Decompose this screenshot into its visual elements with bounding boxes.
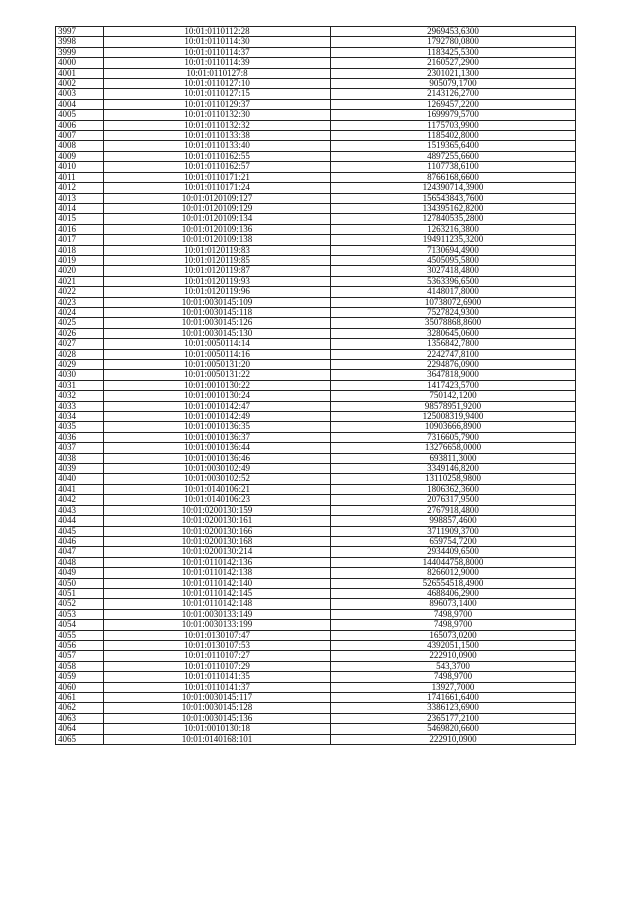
- cadastral-value-cell: 3027418,4800: [331, 266, 576, 276]
- table-row: [56, 203, 576, 213]
- row-number-cell: 4058: [56, 661, 104, 671]
- cadastral-number-cell: 10:01:0050114:14: [104, 339, 331, 349]
- cadastral-value-cell: 98578951,9200: [331, 401, 576, 411]
- cadastral-value-cell: 7130694,4900: [331, 245, 576, 255]
- cadastral-value-cell: 526554518,4900: [331, 578, 576, 588]
- table-row: [56, 713, 576, 723]
- cadastral-number-cell: 10:01:0110107:29: [104, 661, 331, 671]
- table-row: [56, 568, 576, 578]
- row-number-cell: 4051: [56, 588, 104, 598]
- table-row: [56, 162, 576, 172]
- table-row: [56, 474, 576, 484]
- cadastral-value-cell: 905079,1700: [331, 79, 576, 89]
- cadastral-number-cell: 10:01:0050131:20: [104, 360, 331, 370]
- table-row: [56, 640, 576, 650]
- cadastral-value-cell: 543,3700: [331, 661, 576, 671]
- cadastral-number-cell: 10:01:0120109:136: [104, 224, 331, 234]
- cadastral-number-cell: 10:01:0010142:47: [104, 401, 331, 411]
- cadastral-value-cell: 1107738,6100: [331, 162, 576, 172]
- row-number-cell: 4014: [56, 203, 104, 213]
- table-row: [56, 734, 576, 744]
- cadastral-number-cell: 10:01:0200130:214: [104, 547, 331, 557]
- table-row: [56, 297, 576, 307]
- cadastral-number-cell: 10:01:0110132:30: [104, 110, 331, 120]
- table-row: [56, 391, 576, 401]
- cadastral-number-cell: 10:01:0050131:22: [104, 370, 331, 380]
- cadastral-number-cell: 10:01:0110141:35: [104, 672, 331, 682]
- table-row: [56, 79, 576, 89]
- row-number-cell: 4016: [56, 224, 104, 234]
- table-row: [56, 131, 576, 141]
- row-number-cell: 4060: [56, 682, 104, 692]
- cadastral-number-cell: 10:01:0030145:117: [104, 693, 331, 703]
- row-number-cell: 4048: [56, 557, 104, 567]
- cadastral-number-cell: 10:01:0110107:27: [104, 651, 331, 661]
- cadastral-value-cell: 10903666,8900: [331, 422, 576, 432]
- cadastral-value-cell: 998857,4600: [331, 516, 576, 526]
- row-number-cell: 4008: [56, 141, 104, 151]
- cadastral-value-cell: 2365177,2100: [331, 713, 576, 723]
- cadastral-value-cell: 2767918,4800: [331, 505, 576, 515]
- cadastral-value-table: [55, 26, 576, 745]
- table-row: [56, 443, 576, 453]
- row-number-cell: 4010: [56, 162, 104, 172]
- cadastral-number-cell: 10:01:0110162:55: [104, 151, 331, 161]
- table-row: [56, 599, 576, 609]
- row-number-cell: 4033: [56, 401, 104, 411]
- row-number-cell: 4024: [56, 307, 104, 317]
- cadastral-value-cell: 2242747,8100: [331, 349, 576, 359]
- row-number-cell: 4017: [56, 235, 104, 245]
- cadastral-value-cell: 1269457,2200: [331, 99, 576, 109]
- row-number-cell: 4012: [56, 183, 104, 193]
- cadastral-value-cell: 4897255,6600: [331, 151, 576, 161]
- cadastral-number-cell: 10:01:0010130:18: [104, 724, 331, 734]
- cadastral-number-cell: 10:01:0200130:168: [104, 536, 331, 546]
- row-number-cell: 4026: [56, 328, 104, 338]
- cadastral-value-cell: 4392051,1500: [331, 640, 576, 650]
- cadastral-number-cell: 10:01:0130107:53: [104, 640, 331, 650]
- row-number-cell: 4015: [56, 214, 104, 224]
- table-row: [56, 432, 576, 442]
- cadastral-value-cell: 3280645,0600: [331, 328, 576, 338]
- row-number-cell: 3997: [56, 27, 104, 37]
- table-row: [56, 110, 576, 120]
- cadastral-value-cell: 124390714,3900: [331, 183, 576, 193]
- cadastral-value-cell: 156543843,7600: [331, 193, 576, 203]
- cadastral-number-cell: 10:01:0120119:93: [104, 276, 331, 286]
- cadastral-number-cell: 10:01:0120109:134: [104, 214, 331, 224]
- cadastral-value-cell: 5469820,6600: [331, 724, 576, 734]
- cadastral-value-cell: 3386123,6900: [331, 703, 576, 713]
- cadastral-value-cell: 35078868,8600: [331, 318, 576, 328]
- cadastral-value-cell: 125008319,9400: [331, 412, 576, 422]
- table-row: [56, 578, 576, 588]
- cadastral-value-cell: 5363396,6500: [331, 276, 576, 286]
- table-row: [56, 245, 576, 255]
- cadastral-number-cell: 10:01:0120119:83: [104, 245, 331, 255]
- row-number-cell: 4054: [56, 620, 104, 630]
- table-row: [56, 328, 576, 338]
- cadastral-value-cell: 4148017,8000: [331, 287, 576, 297]
- row-number-cell: 4036: [56, 432, 104, 442]
- table-row: [56, 37, 576, 47]
- table-row: [56, 255, 576, 265]
- cadastral-value-cell: 2934409,6500: [331, 547, 576, 557]
- table-row: [56, 287, 576, 297]
- cadastral-value-cell: 2301021,1300: [331, 68, 576, 78]
- row-number-cell: 4063: [56, 713, 104, 723]
- table-row: [56, 266, 576, 276]
- row-number-cell: 4025: [56, 318, 104, 328]
- cadastral-number-cell: 10:01:0110142:140: [104, 578, 331, 588]
- row-number-cell: 4000: [56, 58, 104, 68]
- table-row: [56, 495, 576, 505]
- cadastral-value-cell: 4688406,2900: [331, 588, 576, 598]
- row-number-cell: 4001: [56, 68, 104, 78]
- cadastral-value-cell: 127840535,2800: [331, 214, 576, 224]
- cadastral-number-cell: 10:01:0030145:118: [104, 307, 331, 317]
- table-row: [56, 630, 576, 640]
- row-number-cell: 4059: [56, 672, 104, 682]
- cadastral-number-cell: 10:01:0110171:21: [104, 172, 331, 182]
- table-row: [56, 693, 576, 703]
- row-number-cell: 4018: [56, 245, 104, 255]
- table-row: [56, 141, 576, 151]
- table-row: [56, 193, 576, 203]
- table-row: [56, 58, 576, 68]
- cadastral-value-cell: 750142,1200: [331, 391, 576, 401]
- row-number-cell: 4031: [56, 380, 104, 390]
- table-row: [56, 422, 576, 432]
- cadastral-number-cell: 10:01:0010136:37: [104, 432, 331, 442]
- row-number-cell: 4020: [56, 266, 104, 276]
- row-number-cell: 4027: [56, 339, 104, 349]
- row-number-cell: 4050: [56, 578, 104, 588]
- table-row: [56, 307, 576, 317]
- cadastral-value-cell: 2969453,6300: [331, 27, 576, 37]
- cadastral-number-cell: 10:01:0030145:126: [104, 318, 331, 328]
- cadastral-value-cell: 222910,0900: [331, 734, 576, 744]
- cadastral-value-cell: 1356842,7800: [331, 339, 576, 349]
- cadastral-value-cell: 4505095,5800: [331, 255, 576, 265]
- cadastral-value-cell: 1806362,3600: [331, 484, 576, 494]
- cadastral-value-cell: 194911235,3200: [331, 235, 576, 245]
- table-row: [56, 536, 576, 546]
- row-number-cell: 4061: [56, 693, 104, 703]
- row-number-cell: 4006: [56, 120, 104, 130]
- row-number-cell: 4065: [56, 734, 104, 744]
- cadastral-number-cell: 10:01:0110112:28: [104, 27, 331, 37]
- cadastral-number-cell: 10:01:0110127:10: [104, 79, 331, 89]
- table-row: [56, 380, 576, 390]
- cadastral-value-cell: 222910,0900: [331, 651, 576, 661]
- cadastral-value-cell: 8766168,6600: [331, 172, 576, 182]
- cadastral-value-cell: 693811,3000: [331, 453, 576, 463]
- table-row: [56, 318, 576, 328]
- cadastral-value-cell: 2143126,2700: [331, 89, 576, 99]
- cadastral-number-cell: 10:01:0110127:8: [104, 68, 331, 78]
- row-number-cell: 4046: [56, 536, 104, 546]
- table-row: [56, 484, 576, 494]
- table-row: [56, 547, 576, 557]
- cadastral-number-cell: 10:01:0200130:161: [104, 516, 331, 526]
- row-number-cell: 4035: [56, 422, 104, 432]
- table-row: [56, 120, 576, 130]
- cadastral-number-cell: 10:01:0010136:35: [104, 422, 331, 432]
- cadastral-number-cell: 10:01:0030102:52: [104, 474, 331, 484]
- cadastral-number-cell: 10:01:0110129:37: [104, 99, 331, 109]
- row-number-cell: 4045: [56, 526, 104, 536]
- cadastral-value-cell: 3647818,9000: [331, 370, 576, 380]
- row-number-cell: 4041: [56, 484, 104, 494]
- row-number-cell: 4009: [56, 151, 104, 161]
- cadastral-value-cell: 2160527,2900: [331, 58, 576, 68]
- cadastral-value-cell: 13276658,0000: [331, 443, 576, 453]
- cadastral-value-cell: 896073,1400: [331, 599, 576, 609]
- row-number-cell: 4049: [56, 568, 104, 578]
- table-row: [56, 401, 576, 411]
- row-number-cell: 4056: [56, 640, 104, 650]
- cadastral-value-cell: 2294876,0900: [331, 360, 576, 370]
- cadastral-value-cell: 2076317,9500: [331, 495, 576, 505]
- cadastral-value-cell: 13927,7000: [331, 682, 576, 692]
- row-number-cell: 4062: [56, 703, 104, 713]
- cadastral-number-cell: 10:01:0140168:101: [104, 734, 331, 744]
- table-row: [56, 47, 576, 57]
- cadastral-number-cell: 10:01:0030133:149: [104, 609, 331, 619]
- table-row: [56, 27, 576, 37]
- table-row: [56, 651, 576, 661]
- table-row: [56, 370, 576, 380]
- cadastral-number-cell: 10:01:0110141:37: [104, 682, 331, 692]
- cadastral-value-cell: 165073,0200: [331, 630, 576, 640]
- cadastral-number-cell: 10:01:0030145:136: [104, 713, 331, 723]
- cadastral-value-cell: 1792780,0800: [331, 37, 576, 47]
- row-number-cell: 4019: [56, 255, 104, 265]
- cadastral-number-cell: 10:01:0010136:44: [104, 443, 331, 453]
- cadastral-number-cell: 10:01:0010130:22: [104, 380, 331, 390]
- table-row: [56, 68, 576, 78]
- cadastral-value-cell: 1185402,8000: [331, 131, 576, 141]
- cadastral-number-cell: 10:01:0130107:47: [104, 630, 331, 640]
- cadastral-value-cell: 7498,9700: [331, 609, 576, 619]
- cadastral-value-cell: 1175703,9900: [331, 120, 576, 130]
- cadastral-number-cell: 10:01:0120109:138: [104, 235, 331, 245]
- cadastral-number-cell: 10:01:0010142:49: [104, 412, 331, 422]
- cadastral-value-cell: 1699979,5700: [331, 110, 576, 120]
- row-number-cell: 4034: [56, 412, 104, 422]
- row-number-cell: 4057: [56, 651, 104, 661]
- cadastral-number-cell: 10:01:0030145:128: [104, 703, 331, 713]
- cadastral-number-cell: 10:01:0110171:24: [104, 183, 331, 193]
- cadastral-number-cell: 10:01:0110142:148: [104, 599, 331, 609]
- table-row: [56, 464, 576, 474]
- cadastral-value-cell: 7316605,7900: [331, 432, 576, 442]
- cadastral-number-cell: 10:01:0110127:15: [104, 89, 331, 99]
- table-row: [56, 505, 576, 515]
- table-row: [56, 235, 576, 245]
- table-row: [56, 557, 576, 567]
- cadastral-number-cell: 10:01:0120119:87: [104, 266, 331, 276]
- table-row: [56, 526, 576, 536]
- table-row: [56, 682, 576, 692]
- cadastral-number-cell: 10:01:0030145:130: [104, 328, 331, 338]
- row-number-cell: 4029: [56, 360, 104, 370]
- table-body: [56, 27, 576, 745]
- row-number-cell: 4047: [56, 547, 104, 557]
- cadastral-number-cell: 10:01:0110133:38: [104, 131, 331, 141]
- row-number-cell: 4011: [56, 172, 104, 182]
- row-number-cell: 4003: [56, 89, 104, 99]
- row-number-cell: 4030: [56, 370, 104, 380]
- cadastral-number-cell: 10:01:0120109:129: [104, 203, 331, 213]
- table-row: [56, 349, 576, 359]
- table-row: [56, 661, 576, 671]
- row-number-cell: 4022: [56, 287, 104, 297]
- row-number-cell: 4023: [56, 297, 104, 307]
- cadastral-value-cell: 8266012,9000: [331, 568, 576, 578]
- row-number-cell: 4053: [56, 609, 104, 619]
- cadastral-value-cell: 1183425,5300: [331, 47, 576, 57]
- cadastral-value-cell: 10738072,6900: [331, 297, 576, 307]
- cadastral-value-cell: 7527824,9300: [331, 307, 576, 317]
- table-row: [56, 588, 576, 598]
- cadastral-number-cell: 10:01:0140106:23: [104, 495, 331, 505]
- row-number-cell: 3998: [56, 37, 104, 47]
- cadastral-number-cell: 10:01:0110114:30: [104, 37, 331, 47]
- cadastral-value-cell: 3349146,8200: [331, 464, 576, 474]
- table-row: [56, 453, 576, 463]
- cadastral-value-cell: 659754,7200: [331, 536, 576, 546]
- cadastral-number-cell: 10:01:0010136:46: [104, 453, 331, 463]
- row-number-cell: 4042: [56, 495, 104, 505]
- cadastral-value-cell: 3711909,3700: [331, 526, 576, 536]
- cadastral-value-cell: 144044758,8000: [331, 557, 576, 567]
- cadastral-number-cell: 10:01:0120119:96: [104, 287, 331, 297]
- row-number-cell: 4055: [56, 630, 104, 640]
- row-number-cell: 4032: [56, 391, 104, 401]
- cadastral-value-cell: 134395162,8200: [331, 203, 576, 213]
- row-number-cell: 4064: [56, 724, 104, 734]
- cadastral-number-cell: 10:01:0030145:109: [104, 297, 331, 307]
- cadastral-number-cell: 10:01:0010130:24: [104, 391, 331, 401]
- table-row: [56, 151, 576, 161]
- cadastral-number-cell: 10:01:0110132:32: [104, 120, 331, 130]
- cadastral-value-cell: 1417423,5700: [331, 380, 576, 390]
- row-number-cell: 4028: [56, 349, 104, 359]
- table-row: [56, 672, 576, 682]
- cadastral-number-cell: 10:01:0120119:85: [104, 255, 331, 265]
- table-row: [56, 360, 576, 370]
- cadastral-number-cell: 10:01:0030133:199: [104, 620, 331, 630]
- cadastral-number-cell: 10:01:0120109:127: [104, 193, 331, 203]
- row-number-cell: 4037: [56, 443, 104, 453]
- row-number-cell: 4043: [56, 505, 104, 515]
- cadastral-number-cell: 10:01:0050114:16: [104, 349, 331, 359]
- cadastral-number-cell: 10:01:0110114:39: [104, 58, 331, 68]
- table-row: [56, 172, 576, 182]
- row-number-cell: 4052: [56, 599, 104, 609]
- table-row: [56, 516, 576, 526]
- cadastral-value-cell: 1519365,6400: [331, 141, 576, 151]
- table-row: [56, 339, 576, 349]
- row-number-cell: 4013: [56, 193, 104, 203]
- row-number-cell: 4044: [56, 516, 104, 526]
- cadastral-value-cell: 7498,9700: [331, 620, 576, 630]
- row-number-cell: 4002: [56, 79, 104, 89]
- table-row: [56, 609, 576, 619]
- cadastral-number-cell: 10:01:0110133:40: [104, 141, 331, 151]
- cadastral-number-cell: 10:01:0140106:21: [104, 484, 331, 494]
- row-number-cell: 4021: [56, 276, 104, 286]
- cadastral-number-cell: 10:01:0030102:49: [104, 464, 331, 474]
- cadastral-number-cell: 10:01:0200130:159: [104, 505, 331, 515]
- cadastral-number-cell: 10:01:0110142:138: [104, 568, 331, 578]
- cadastral-value-cell: 13110258,9800: [331, 474, 576, 484]
- row-number-cell: 4040: [56, 474, 104, 484]
- row-number-cell: 4004: [56, 99, 104, 109]
- table-row: [56, 224, 576, 234]
- table-row: [56, 89, 576, 99]
- cadastral-value-cell: 7498,9700: [331, 672, 576, 682]
- cadastral-number-cell: 10:01:0110162:57: [104, 162, 331, 172]
- row-number-cell: 4038: [56, 453, 104, 463]
- row-number-cell: 3999: [56, 47, 104, 57]
- table-row: [56, 620, 576, 630]
- cadastral-number-cell: 10:01:0200130:166: [104, 526, 331, 536]
- row-number-cell: 4005: [56, 110, 104, 120]
- table-row: [56, 703, 576, 713]
- table-row: [56, 214, 576, 224]
- cadastral-number-cell: 10:01:0110114:37: [104, 47, 331, 57]
- cadastral-value-cell: 1741661,6400: [331, 693, 576, 703]
- table-row: [56, 724, 576, 734]
- table-row: [56, 183, 576, 193]
- row-number-cell: 4007: [56, 131, 104, 141]
- table-row: [56, 99, 576, 109]
- cadastral-value-cell: 1263216,3800: [331, 224, 576, 234]
- cadastral-number-cell: 10:01:0110142:145: [104, 588, 331, 598]
- row-number-cell: 4039: [56, 464, 104, 474]
- table-row: [56, 412, 576, 422]
- table-row: [56, 276, 576, 286]
- cadastral-number-cell: 10:01:0110142:136: [104, 557, 331, 567]
